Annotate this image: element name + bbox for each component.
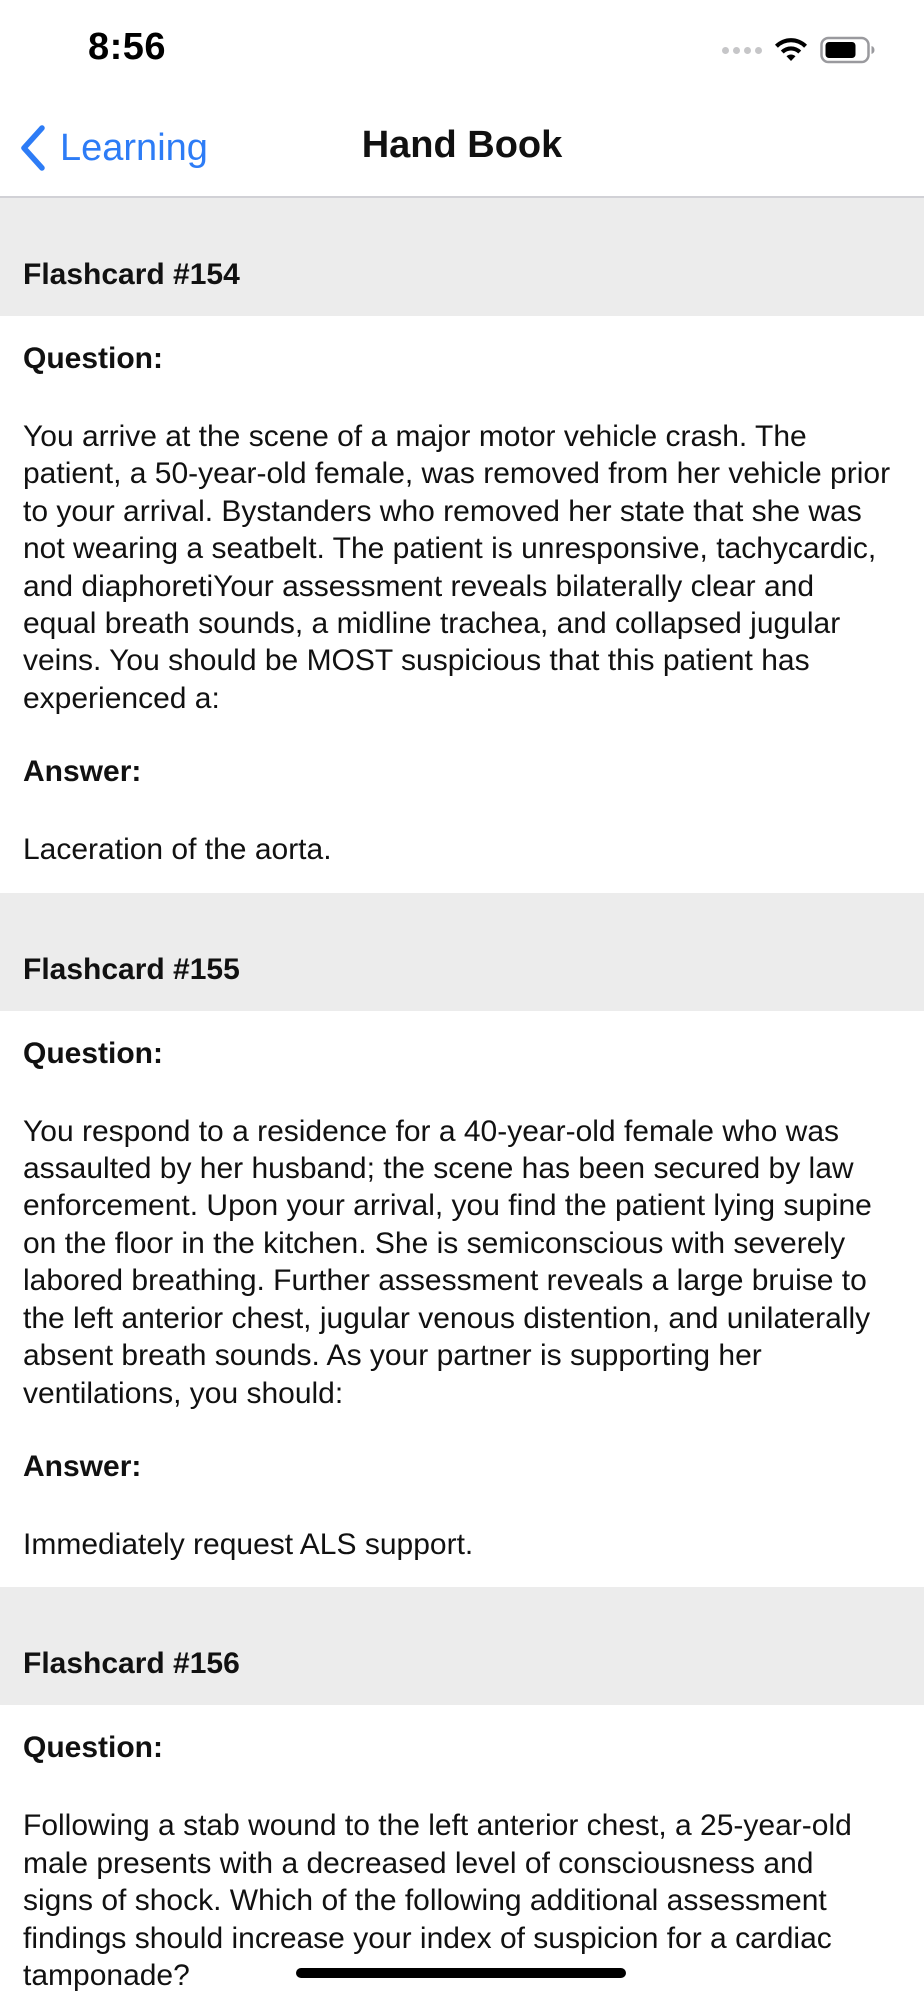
home-indicator[interactable]: [296, 1968, 626, 1978]
flashcard-header: [0, 198, 924, 316]
question-label: Question:: [23, 342, 163, 375]
page-title: Hand Book: [361, 124, 563, 166]
question-label: Question:: [23, 1731, 163, 1765]
answer-text: Immediately request ALS support.: [23, 1527, 474, 1561]
battery-icon: [820, 36, 876, 64]
flashcard-header: [0, 1587, 924, 1705]
question-text: You arrive at the scene of a major motor vehicle crash. The patient, a 50-year-old female, was removed from her vehicle prior to your arrival. Bystanders who removed her state that she was not wearing a seatbelt. The patient is unresponsive, tachycardic, and diaphoretiYour assessment reveals bilaterally clear and equal breath sounds, a midline trachea, and collapsed jugular veins. You should be MOST suspicious that this patient has experienced a:: [23, 420, 891, 715]
answer-label: Answer:: [23, 1449, 142, 1483]
flashcard: [0, 1587, 924, 1994]
wifi-icon: [774, 37, 808, 63]
status-icons: [722, 34, 876, 66]
signal-icon: [722, 47, 762, 54]
flashcard-title: Flashcard #154: [23, 258, 240, 291]
status-bar: [0, 0, 924, 100]
navigation-bar: [0, 100, 924, 198]
flashcard-title: Flashcard #155: [23, 952, 240, 986]
flashcard-list[interactable]: [0, 198, 924, 1994]
flashcard: [0, 893, 924, 1588]
flashcard-title: Flashcard #156: [23, 1647, 240, 1681]
status-time: 8:56: [88, 26, 167, 68]
question-text: You respond to a residence for a 40-year-old female who was assaulted by her husband; the scene has been secured by law enforcement. Upon your arrival, you find the patient lying supine on the floor in the kitchen. She is semiconscious with severely labored breathing. Further assessment reveals a large bruise to the left anterior chest, jugular venous distention, and unilaterally absent breath sounds. As your partner is supporting her ventilations, you should:: [23, 1114, 872, 1410]
question-text: Following a stab wound to the left anterior chest, a 25-year-old male presents with a decreased level of consciousness and signs of shock. Which of the following additional assessment findings should increase your index of suspicion for a cardiac tamponade?: [23, 1809, 852, 1992]
back-button-label: Learning: [60, 126, 208, 169]
question-label: Question:: [23, 1036, 163, 1070]
flashcard-body: [0, 1011, 924, 1588]
answer-text: Laceration of the aorta.: [23, 833, 332, 867]
flashcard-body: [0, 316, 924, 893]
flashcard: [0, 198, 924, 893]
flashcard-body: [0, 1705, 924, 1994]
answer-label: Answer:: [23, 755, 142, 789]
flashcard-header: [0, 893, 924, 1011]
